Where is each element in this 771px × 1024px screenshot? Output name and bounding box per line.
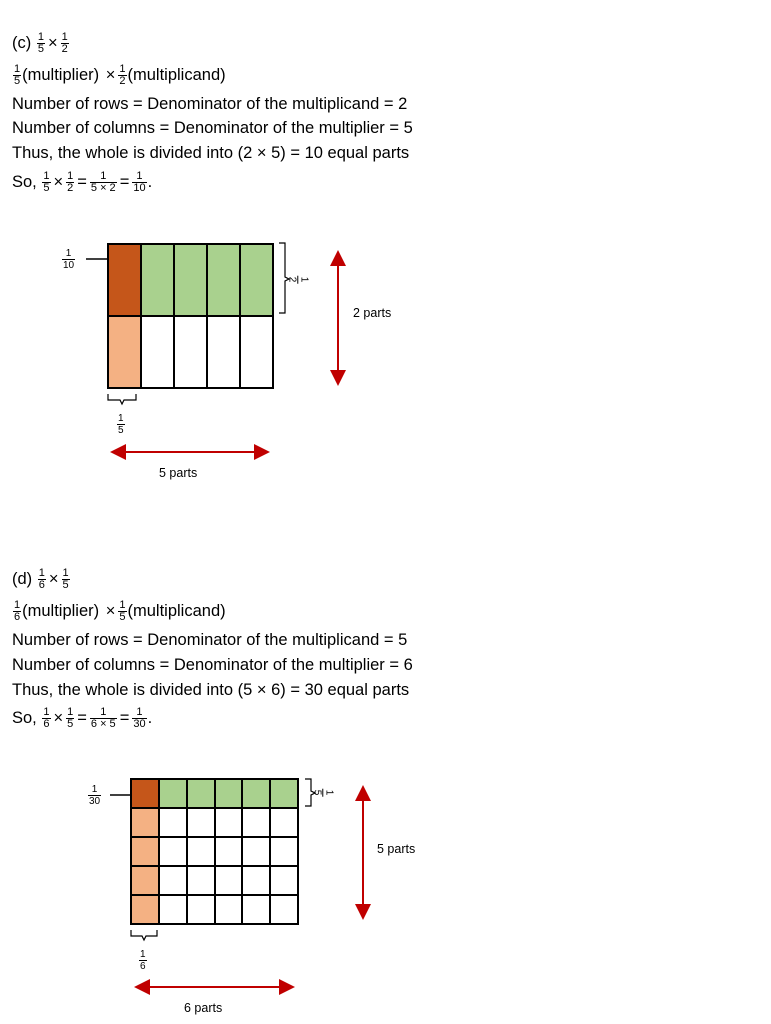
- c-fraction-2: $\frac{1}{2}$: [61, 31, 68, 56]
- d-horizontal-parts-label: 6 parts: [184, 1001, 223, 1015]
- d-rows-text: Number of rows = Denominator of the multiplicand = 5: [12, 631, 408, 649]
- d-grid: [130, 778, 299, 925]
- d-whole-text: Thus, the whole is divided into (5 × 6) = 30 equal parts: [12, 681, 410, 699]
- d-col-fraction-label: 1 6: [140, 949, 146, 972]
- c-whole-text: Thus, the whole is divided into (2 × 5) = 10 equal parts: [12, 144, 410, 162]
- d-heading: (d) $\frac{1}{6}$ × $\frac{1}{5}$: [12, 567, 69, 592]
- d-fraction-1: $\frac{1}{6}$: [38, 567, 45, 592]
- d-row-fraction-label: 1 5: [311, 789, 335, 796]
- d-cell: [187, 779, 215, 808]
- d-multiplier-line: $\frac{1}{6}$ (multiplier) × $\frac{1}{5}$ (multiplicand): [14, 599, 226, 624]
- d-cell: [270, 895, 298, 924]
- d-cell: [159, 866, 187, 895]
- d-cell: [159, 837, 187, 866]
- c-row-fraction-label: 1 2: [286, 276, 310, 283]
- d-cols-text: Number of columns = Denominator of the multiplier = 6: [12, 656, 413, 674]
- d-cell: [187, 837, 215, 866]
- d-cell: [270, 779, 298, 808]
- d-cell: [270, 866, 298, 895]
- d-cell: [242, 779, 270, 808]
- d-cell: [131, 866, 159, 895]
- d-so-line: So, $\frac{1}{6}$ × $\frac{1}{5}$ = $\frac{1}{6 \times 5}$ = $\frac{1}{30}$ .: [12, 706, 153, 731]
- c-horizontal-parts-label: 5 parts: [159, 466, 198, 480]
- d-cell: [187, 866, 215, 895]
- c-vertical-parts-label: 2 parts: [353, 306, 392, 320]
- d-cell: [242, 866, 270, 895]
- d-cell: [215, 808, 243, 837]
- d-cell: [215, 895, 243, 924]
- c-col-fraction-label: 1 5: [118, 413, 124, 436]
- d-cell: [159, 895, 187, 924]
- d-cell: [215, 837, 243, 866]
- c-fraction-1: $\frac{1}{5}$: [37, 31, 44, 56]
- c-heading: (c) $\frac{1}{5}$ × $\frac{1}{2}$: [12, 31, 68, 56]
- c-rows-text: Number of rows = Denominator of the multiplicand = 2: [12, 95, 408, 113]
- d-col-brace: [131, 930, 157, 940]
- d-cell: [242, 808, 270, 837]
- d-cell: [131, 895, 159, 924]
- d-cell: [215, 866, 243, 895]
- d-cell: [242, 895, 270, 924]
- c-cols-text: Number of columns = Denominator of the multiplier = 5: [12, 119, 413, 137]
- d-cell: [215, 779, 243, 808]
- d-fraction-2: $\frac{1}{5}$: [62, 567, 69, 592]
- d-vertical-parts-label: 5 parts: [377, 842, 416, 856]
- d-cell: [187, 895, 215, 924]
- d-cell: [131, 808, 159, 837]
- d-cell: [242, 837, 270, 866]
- d-cell: [270, 808, 298, 837]
- d-cell: [187, 808, 215, 837]
- d-cell-selected: [131, 779, 159, 808]
- c-cell-fraction-label: 1 10: [63, 248, 75, 271]
- d-cell-fraction-label: 1 30: [89, 784, 101, 807]
- d-cell: [270, 837, 298, 866]
- d-cell: [159, 779, 187, 808]
- c-multiplier-line: $\frac{1}{5}$ (multiplier) × $\frac{1}{2}$ (multiplicand): [14, 63, 226, 88]
- d-cell: [131, 837, 159, 866]
- d-cell: [159, 808, 187, 837]
- c-so-line: So, $\frac{1}{5}$ × $\frac{1}{2}$ = $\frac{1}{5 \times 2}$ = $\frac{1}{10}$ .: [12, 170, 153, 195]
